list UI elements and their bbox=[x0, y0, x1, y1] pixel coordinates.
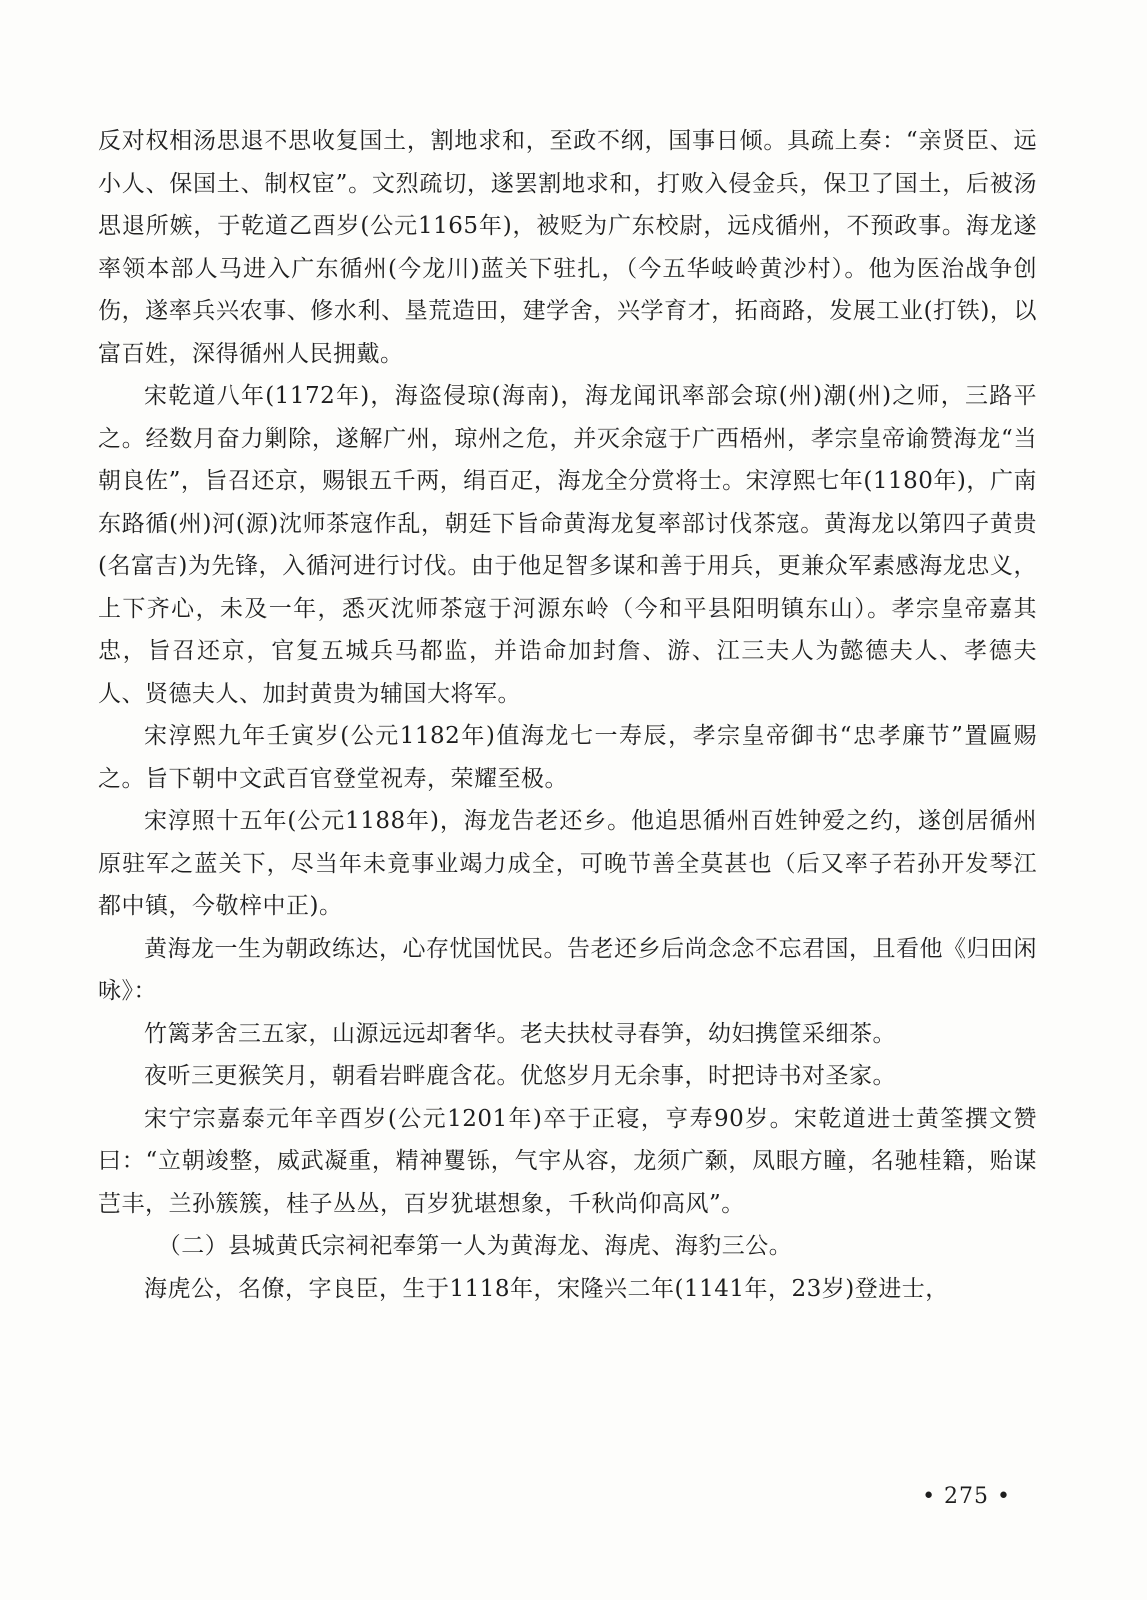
paragraph-1: 反对权相汤思退不思收复国土，割地求和，至政不纲，国事日倾。具疏上奏：“亲贤臣、远小人、保国土、制权宦”。文烈疏切，遂罢割地求和，打败入侵金兵，保卫了国土，后被汤思退所嫉，于乾道乙酉岁(公元1165年)，被贬为广东校尉，远戍循州，不预政事。海龙遂率领本部人马进入广东循州(今龙川)蓝关下驻扎，（今五华岐岭黄沙村）。他为医治战争创伤，遂率兵兴农事、修水利、垦荒造田，建学舍，兴学育才，拓商路，发展工业(打铁)，以富百姓，深得循州人民拥戴。 bbox=[98, 128, 1037, 367]
paragraph-5: 黄海龙一生为朝政练达，心存忧国忧民。告老还乡后尚念念不忘君国，且看他《归田闲咏》： bbox=[98, 935, 1037, 1004]
page-number: • 275 • bbox=[922, 1484, 1011, 1509]
poem-line-1: 竹篱茅舍三五家，山源远远却奢华。老夫扶杖寻春笋，幼妇携筐采细茶。 bbox=[144, 1020, 896, 1047]
paragraph-3: 宋淳熙九年壬寅岁(公元1182年)值海龙七一寿辰，孝宗皇帝御书“忠孝廉节”置匾赐之。旨下朝中文武百官登堂祝寿，荣耀至极。 bbox=[98, 723, 1037, 792]
section-heading: （二）县城黄氏宗祠祀奉第一人为黄海龙、海虎、海豹三公。 bbox=[157, 1233, 793, 1259]
paragraph-2: 宋乾道八年(1172年)，海盗侵琼(海南)，海龙闻讯率部会琼(州)潮(州)之师，三路平之。经数月奋力剿除，遂解广州，琼州之危，并灭余寇于广西梧州，孝宗皇帝谕赞海龙“当朝良佐”，旨召还京，赐银五千两，绢百疋，海龙全分赏将士。宋淳熙七年(1180年)，广南东路循(州)河(源)沈师茶寇作乱，朝廷下旨命黄海龙复率部讨伐茶寇。黄海龙以第四子黄贵(名富吉)为先锋，入循河进行讨伐。由于他足智多谋和善于用兵，更兼众军素感海龙忠义，上下齐心，未及一年，悉灭沈师茶寇于河源东岭（今和平县阳明镇东山）。孝宗皇帝嘉其忠，旨召还京，官复五城兵马都监，并诰命加封詹、游、江三夫人为懿德夫人、孝德夫人、贤德夫人、加封黄贵为辅国大将军。 bbox=[98, 383, 1037, 707]
poem-line-2: 夜听三更猴笑月，朝看岩畔鹿含花。优悠岁月无余事，时把诗书对圣家。 bbox=[144, 1063, 896, 1089]
paragraph-7: 海虎公，名僚，字良臣，生于1118年，宋隆兴二年(1141年，23岁)登进士， bbox=[144, 1275, 949, 1302]
paragraph-6: 宋宁宗嘉泰元年辛酉岁(公元1201年)卒于正寝，亨寿90岁。宋乾道进士黄筌撰文赞曰：“立朝竣整，威武凝重，精神矍铄，气宇从容，龙须广颡，凤眼方瞳，名驰桂籍，贻谋芑丰，兰孙簇簇，桂子丛丛，百岁犹堪想象，千秋尚仰高风”。 bbox=[98, 1105, 1037, 1217]
body-text bbox=[98, 120, 1037, 1310]
paragraph-4: 宋淳照十五年(公元1188年)，海龙告老还乡。他追思循州百姓钟爱之约，遂创居循州原驻军之蓝关下，尽当年未竟事业竭力成全，可晚节善全莫甚也（后又率子若孙开发琴江都中镇，今敬梓中正)。 bbox=[98, 808, 1037, 919]
